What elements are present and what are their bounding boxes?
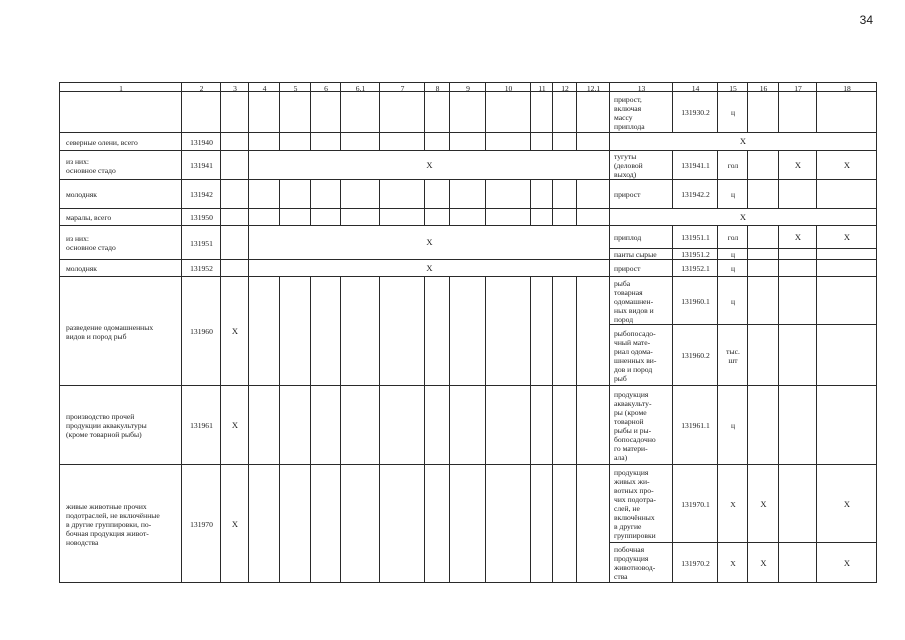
- column-number: 13: [637, 83, 646, 93]
- table-cell: [248, 91, 280, 133]
- cross-mark: X: [760, 557, 767, 568]
- cross-mark: X: [843, 160, 851, 170]
- cross-mark: X: [843, 557, 851, 568]
- row-code: 131942: [190, 190, 213, 199]
- table-cell: [576, 385, 610, 465]
- table-cell: [747, 150, 779, 180]
- table-cell: [552, 276, 577, 386]
- cross-mark: X: [843, 232, 851, 242]
- row-code: 131970: [190, 519, 213, 529]
- row-code: 131940: [190, 137, 213, 147]
- unit-of-measure: ц: [730, 296, 736, 306]
- table-cell: [220, 150, 249, 180]
- cross-mark: X: [426, 237, 433, 247]
- row-label: северные олени, всего: [66, 137, 138, 147]
- table-cell: [449, 208, 486, 226]
- table-cell: [310, 276, 341, 386]
- column-number: 10: [504, 83, 513, 93]
- indicator-code: 131942.2: [681, 190, 710, 199]
- row-code: 131952: [190, 264, 213, 273]
- table-cell: [379, 276, 425, 386]
- row-label: из них: основное стадо: [66, 156, 116, 175]
- table-cell: [220, 225, 249, 260]
- column-number: 12.1: [586, 83, 601, 93]
- table-cell: [379, 464, 425, 583]
- column-number: 18: [843, 83, 851, 93]
- row-label: молодняк: [66, 190, 97, 199]
- row-label: живые животные прочих подотраслей, не включённые в другие группировки, по- бочная продукция живот- новодства: [66, 501, 160, 547]
- table-cell: [310, 179, 341, 209]
- table-cell: [530, 385, 553, 465]
- code-cell: [181, 91, 221, 133]
- cross-mark: X: [231, 326, 239, 336]
- table-cell: [530, 276, 553, 386]
- table-cell: [424, 208, 450, 226]
- table-cell: [778, 385, 817, 465]
- table-cell: [530, 132, 553, 151]
- table-cell: [747, 91, 779, 133]
- table-cell: [576, 208, 610, 226]
- table-cell: [310, 208, 341, 226]
- table-cell: [340, 276, 380, 386]
- table-cell: [340, 208, 380, 226]
- column-number: 17: [794, 83, 802, 93]
- table-cell: [424, 276, 450, 386]
- table-cell: [379, 179, 425, 209]
- table-cell: [379, 132, 425, 151]
- cross-mark: X: [760, 498, 767, 509]
- table-cell: [816, 385, 877, 465]
- table-cell: [220, 208, 249, 226]
- unit-of-measure: X: [730, 558, 736, 568]
- table-cell: [816, 259, 877, 277]
- column-number: 1: [119, 83, 123, 93]
- row-label: маралы, всего: [66, 213, 112, 222]
- table-cell: [485, 276, 531, 386]
- table-cell: [530, 91, 553, 133]
- row-code: 131961: [190, 421, 213, 430]
- column-number: 16: [759, 83, 768, 93]
- table-cell: [310, 91, 341, 133]
- column-number: 7: [400, 83, 405, 93]
- column-number: 12: [561, 83, 569, 93]
- indicator-name: побочная продукция животновод- ства: [614, 545, 656, 581]
- table-cell: [747, 225, 779, 249]
- table-cell: [424, 179, 450, 209]
- table-cell: [816, 91, 877, 133]
- row-code: 131951: [190, 238, 213, 248]
- table-cell: [424, 385, 450, 465]
- indicator-name: прирост: [614, 190, 641, 199]
- table-cell: [576, 132, 610, 151]
- cross-mark: X: [231, 518, 239, 529]
- cross-mark: X: [739, 211, 747, 222]
- table-cell: [310, 132, 341, 151]
- table-cell: [248, 464, 280, 583]
- table-cell: [530, 464, 553, 583]
- indicator-name: приплод: [614, 233, 642, 242]
- unit-of-measure: ц: [730, 264, 736, 273]
- table-cell: [778, 91, 817, 133]
- row-code: 131960: [190, 327, 213, 336]
- column-number: 4: [262, 83, 267, 93]
- table-cell: [530, 208, 553, 226]
- table-cell: [485, 132, 531, 151]
- table-cell: [248, 385, 280, 465]
- table-cell: [379, 385, 425, 465]
- table-cell: [576, 276, 610, 386]
- table-cell: [552, 385, 577, 465]
- indicator-code: 131951.2: [681, 250, 710, 259]
- indicator-name: тугуты (деловой выход): [614, 152, 643, 179]
- table-cell: [449, 91, 486, 133]
- indicator-code: 131951.1: [681, 233, 710, 242]
- table-cell: [485, 208, 531, 226]
- table-cell: [552, 132, 577, 151]
- table-cell: [778, 259, 817, 277]
- table-cell: [747, 324, 779, 386]
- column-number: 15: [729, 83, 737, 93]
- column-number: 3: [233, 83, 237, 93]
- table-cell: [778, 179, 817, 209]
- indicator-name: прирост, включая массу приплода: [614, 94, 645, 131]
- indicator-name: панты сырые: [614, 250, 657, 259]
- cross-mark: X: [426, 262, 433, 273]
- table-cell: [778, 324, 817, 386]
- cross-mark: X: [794, 232, 802, 242]
- cross-mark: X: [794, 160, 802, 170]
- table-cell: [449, 179, 486, 209]
- table-cell: [816, 276, 877, 325]
- indicator-code: 131941.1: [681, 161, 710, 170]
- cross-mark: X: [231, 420, 239, 430]
- table-cell: [310, 385, 341, 465]
- table-cell: [424, 132, 450, 151]
- table-cell: [449, 385, 486, 465]
- table-cell: [248, 132, 280, 151]
- indicator-code: 131960.1: [681, 296, 710, 306]
- column-number: 14: [691, 83, 700, 93]
- table-cell: [379, 91, 425, 133]
- table-cell: [424, 464, 450, 583]
- table-cell: [552, 179, 577, 209]
- column-number: 2: [199, 83, 204, 93]
- row-label: производство прочей продукции аквакультуры (кроме товарной рыбы): [66, 412, 147, 439]
- unit-of-measure: гол: [727, 233, 739, 242]
- table-cell: [816, 324, 877, 386]
- table-cell: [747, 179, 779, 209]
- table-cell: [220, 179, 249, 209]
- cross-mark: X: [426, 159, 433, 170]
- table-cell: [747, 276, 779, 325]
- table-cell: [778, 464, 817, 543]
- row-label: молодняк: [66, 264, 97, 273]
- table-cell: [747, 385, 779, 465]
- indicator-name: продукция аквакульту- ры (кроме товарной рыбы и ры- бопосадочно го матери- ала): [614, 389, 656, 462]
- table-cell: [552, 208, 577, 226]
- table-cell: [340, 464, 380, 583]
- indicator-name: рыба товарная одомашнен- ных видов и пород: [614, 278, 654, 324]
- cross-mark: X: [843, 498, 851, 509]
- row-label: разведение одомашненных видов и пород рыб: [66, 322, 154, 341]
- table-cell: [379, 208, 425, 226]
- unit-of-measure: ц: [730, 108, 736, 117]
- table-cell: [248, 179, 280, 209]
- table-cell: [279, 208, 311, 226]
- table-cell: [449, 276, 486, 386]
- cross-mark: X: [739, 136, 747, 146]
- table-cell: [220, 91, 249, 133]
- table-cell: [552, 91, 577, 133]
- row-code: 131941: [190, 161, 213, 170]
- table-cell: [279, 276, 311, 386]
- table-cell: [576, 179, 610, 209]
- table-cell: [778, 542, 817, 583]
- table-cell: [248, 276, 280, 386]
- table-cell: [279, 179, 311, 209]
- table-cell: [340, 179, 380, 209]
- table-cell: [310, 464, 341, 583]
- table-cell: [778, 276, 817, 325]
- table-cell: [340, 132, 380, 151]
- table-cell: [530, 179, 553, 209]
- unit-of-measure: ц: [730, 421, 736, 430]
- indicator-code: 131952.1: [681, 264, 710, 273]
- column-number: 11: [538, 83, 546, 93]
- table-cell: [576, 464, 610, 583]
- column-number: 6: [324, 83, 328, 93]
- table-cell: [449, 464, 486, 583]
- table-cell: [485, 385, 531, 465]
- table-cell: [248, 208, 280, 226]
- table-cell: [576, 91, 610, 133]
- row-label-cell: [59, 91, 182, 133]
- column-number: 8: [435, 83, 440, 93]
- column-number: 6.1: [355, 83, 366, 93]
- table-cell: [747, 259, 779, 277]
- table-cell: [279, 132, 311, 151]
- table-cell: [552, 464, 577, 583]
- unit-of-measure: ц: [730, 190, 736, 199]
- table-cell: [279, 464, 311, 583]
- indicator-name: продукция живых жи- вотных про- чих подотра- слей, не включённых в другие группировки: [614, 468, 656, 540]
- column-number: 9: [466, 83, 470, 93]
- indicator-code: 131930.2: [681, 108, 710, 117]
- table-cell: [485, 179, 531, 209]
- table-cell: [220, 259, 249, 277]
- indicator-code: 131960.2: [681, 351, 710, 360]
- table-cell: [485, 464, 531, 583]
- page-number: 34: [859, 13, 873, 27]
- table-cell: [279, 91, 311, 133]
- unit-of-measure: ц: [730, 250, 736, 259]
- indicator-code: 131970.2: [681, 558, 710, 568]
- table-cell: [279, 385, 311, 465]
- row-label: из них: основное стадо: [66, 234, 116, 252]
- indicator-name: рыбопосадо- чный мате- риал одома- шненных ви- дов и пород рыб: [614, 328, 657, 383]
- table-cell: [340, 385, 380, 465]
- table-cell: [340, 91, 380, 133]
- table-cell: [816, 179, 877, 209]
- unit-of-measure: X: [730, 499, 736, 509]
- unit-of-measure: гол: [727, 161, 739, 170]
- table-cell: [424, 91, 450, 133]
- indicator-code: 131970.1: [681, 499, 710, 509]
- table-cell: [485, 91, 531, 133]
- unit-of-measure: тыс. шт: [726, 346, 740, 365]
- row-code: 131950: [190, 213, 213, 222]
- indicator-name: прирост: [614, 264, 641, 273]
- indicator-code: 131961.1: [681, 421, 710, 430]
- column-number: 5: [293, 83, 298, 93]
- table-cell: [449, 132, 486, 151]
- table-cell: [220, 132, 249, 151]
